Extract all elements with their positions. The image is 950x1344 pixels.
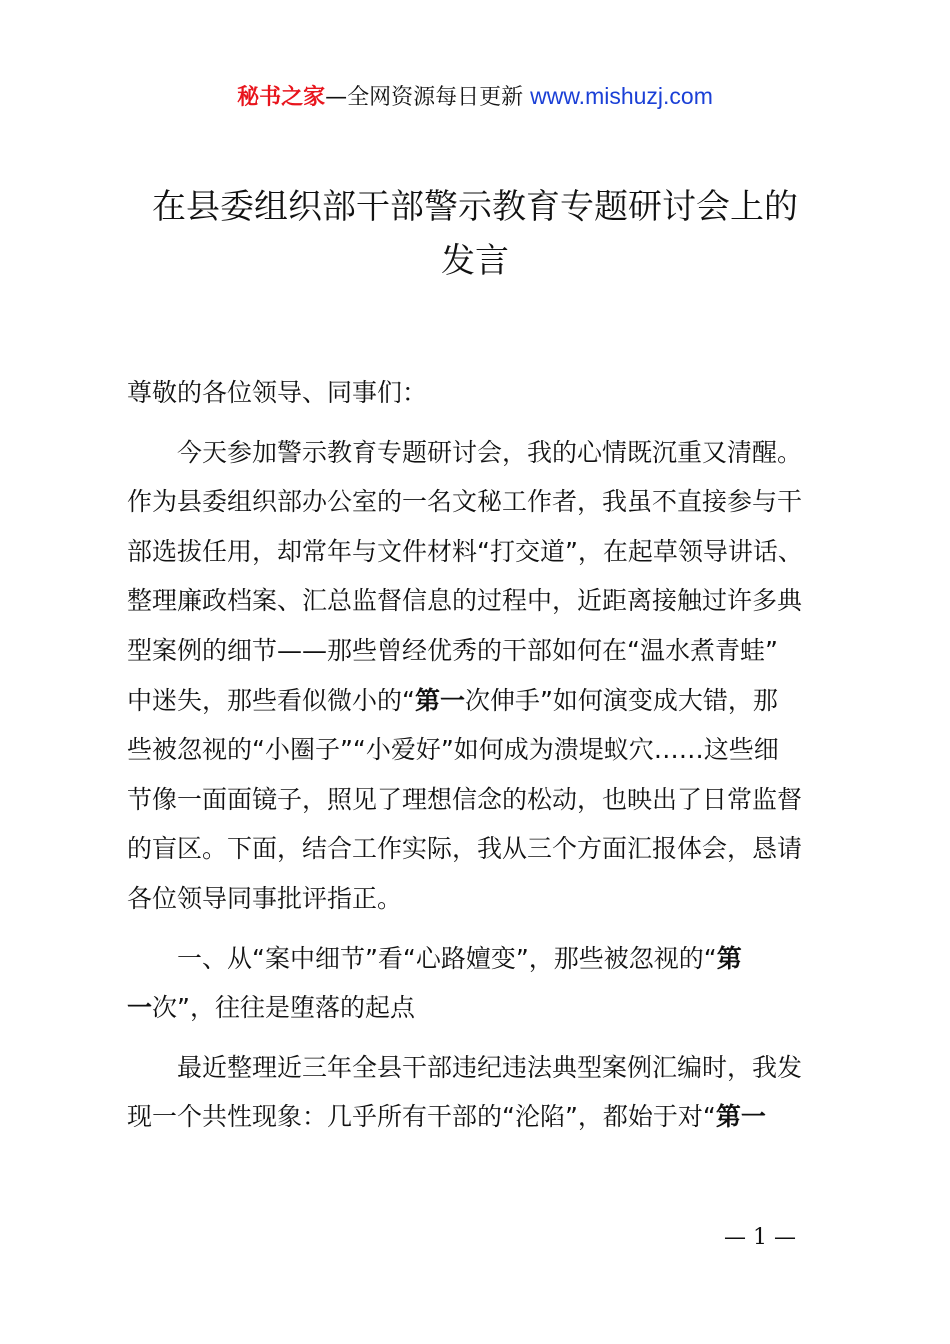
text-line [127, 676, 839, 726]
text-line: 最近整理近三年全县干部违纪违法典型案例汇编时，我发 [177, 1052, 803, 1082]
header-slogan: —全网资源每日更新 [325, 85, 531, 110]
text-segment: 中迷失，那些看似微小的“ [127, 685, 415, 715]
title-line-1: 在县委组织部干部警示教育专题研讨会上的 [152, 187, 798, 227]
text-line: 些被忽视的“小圈子”“小爱好”如何成为溃堤蚁穴……这些细 [127, 735, 779, 765]
site-url[interactable]: www.mishuzj.com [530, 83, 713, 109]
text-line: 的盲区。下面，结合工作实际，我从三个方面汇报体会，恳请 [127, 834, 803, 864]
document-body [127, 368, 839, 1142]
text-line: 型案例的细节——那些曾经优秀的干部如何在“温水煮青蛙” [127, 635, 778, 665]
salutation: 尊敬的各位领导、同事们： [127, 378, 428, 407]
brand-name: 秘书之家 [237, 85, 326, 110]
document-title [0, 180, 950, 288]
title-line-2: 发言 [441, 241, 509, 281]
bold-emphasis: 一 [127, 993, 153, 1023]
heading-line [127, 934, 839, 984]
text-line: 今天参加警示教育专题研讨会，我的心情既沉重又清醒。 [177, 437, 803, 467]
heading-segment: 次”，往往是堕落的起点 [152, 993, 415, 1023]
paragraph-intro [127, 428, 839, 924]
text-segment: 现一个共性现象：几乎所有干部的“沦陷”，都始于对“ [127, 1102, 716, 1132]
section-heading-1 [127, 934, 839, 1033]
text-line [127, 1092, 839, 1142]
text-segment: 次伸手”如何演变成大错，那 [464, 685, 778, 715]
heading-line [127, 983, 839, 1033]
text-line: 整理廉政档案、汇总监督信息的过程中，近距离接触过许多典 [127, 586, 803, 616]
text-line: 部选拔任用，却常年与文件材料“打交道”，在起草领导讲话、 [127, 536, 803, 566]
bold-emphasis: 第一 [715, 1102, 766, 1132]
page-number: — 1 — [724, 1225, 796, 1250]
text-line: 各位领导同事批评指正。 [127, 883, 403, 913]
heading-segment: 一、从“案中细节”看“心路嬗变”，那些被忽视的“ [177, 943, 717, 973]
paragraph-cases [127, 1043, 839, 1142]
text-line: 节像一面面镜子，照见了理想信念的松动，也映出了日常监督 [127, 784, 803, 814]
site-header [0, 80, 950, 114]
bold-emphasis: 第 [716, 943, 742, 973]
bold-emphasis: 第一 [414, 685, 465, 715]
text-line: 作为县委组织部办公室的一名文秘工作者，我虽不直接参与干 [127, 487, 803, 517]
